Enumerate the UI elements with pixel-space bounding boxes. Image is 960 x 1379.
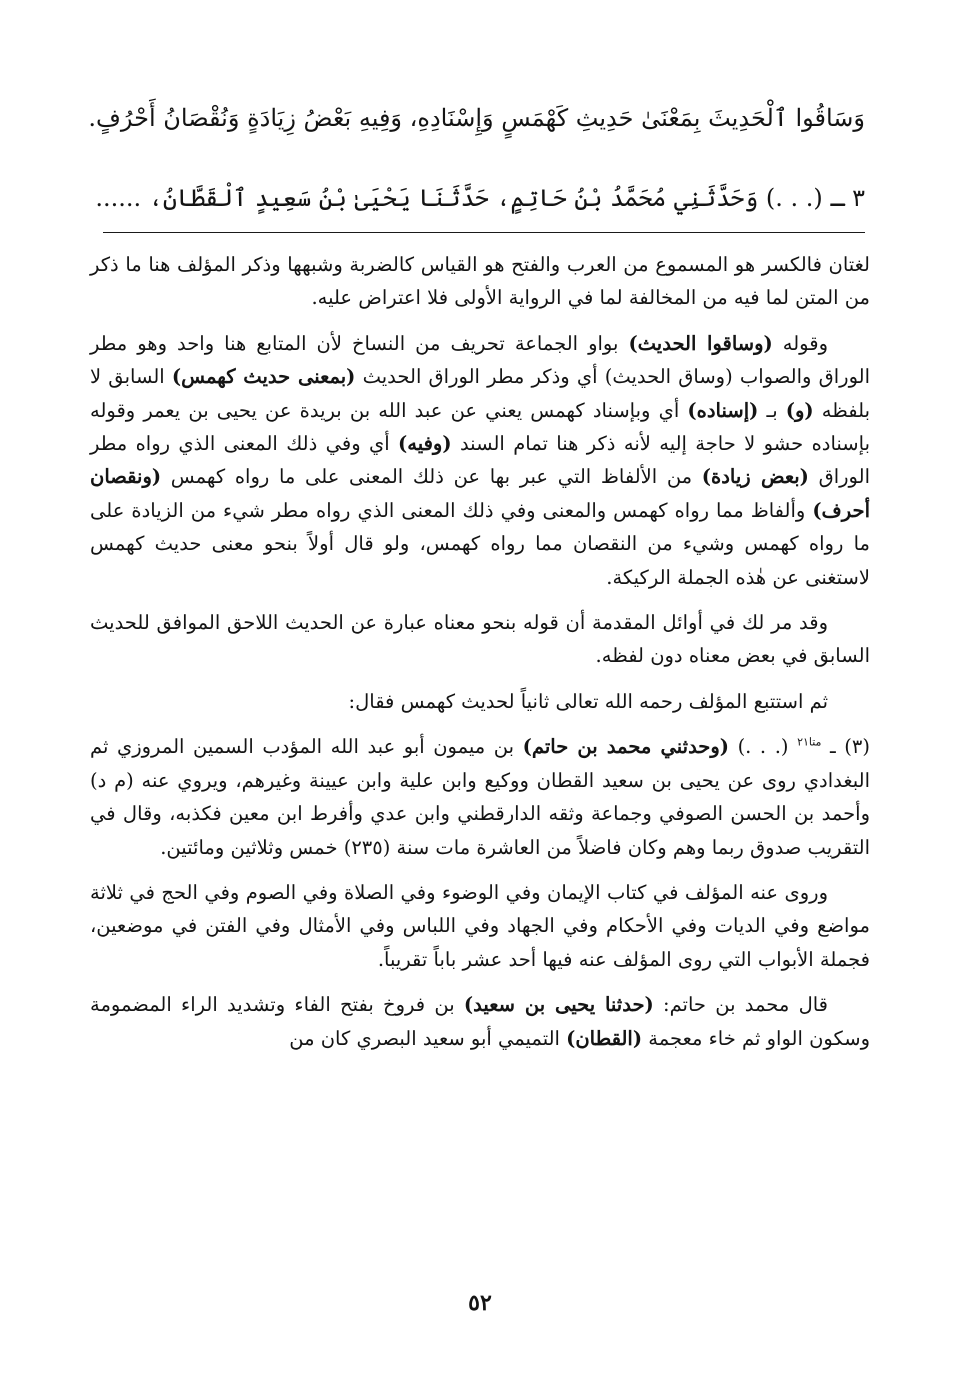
- commentary-paragraph: وقد مر لك في أوائل المقدمة أن قوله بنحو معناه عبارة عن الحديث اللاحق الموافق للحديث السابق في بعض معناه دون لفظه.: [90, 611, 870, 668]
- text-run: بواو الجماعة تحريف من النساخ لأن المتابع هنا واحد وهو مطر الوراق والصواب (وساق الحديث) أي وذكر مطر الوراق الحديث: [90, 331, 871, 389]
- quoted-term: (حدثنا يحيى بن سعيد): [463, 993, 654, 1017]
- quoted-term: (و): [785, 398, 814, 422]
- text-run: (. . .): [729, 735, 798, 759]
- page-number: ٥٢: [468, 1290, 492, 1316]
- text-run: وألفاظ مما رواه كهمس والمعنى وفي ذلك المعنى الذي رواه مطر شيء من الزيادة على ما رواه كهمس وشيء من النقصان مما رواه كهمس، ولو قال أولاً بنحو معنى حديث كهمس لاستغنى عن هٰذه الجملة الركيكة.: [90, 498, 870, 589]
- quoted-term: (بمعنى حديث كهمس): [171, 365, 356, 389]
- hadith-line-1: وَسَاقُوا ٱلْحَدِيثَ بِمَعْنَىٰ حَدِيثِ كَهْمَسٍ وَإِسْنَادِهِ، وَفِيهِ بَعْضُ زِيَادَةٍ وَنُقْصَانُ أَحْرُفٍ.: [88, 104, 865, 132]
- text-run: أي وبإسناد كهمس يعني عن عبد الله بن بريدة عن يحيى بن يعمر وقوله بإسناده حشو لا حاجة إليه لأنه ذكر هنا تمام السند: [90, 398, 870, 456]
- footnote-divider: [103, 232, 865, 233]
- hadith-text: [88, 78, 865, 238]
- hadith-line-2: ٣ ـ (. . .) وَحَدَّثَنِي مُحَمَّدُ بْنُ حَاتِمٍ، حَدَّثَنَا يَحْيَىٰ بْنُ سَعِيدٍ ٱلْقَطَّانُ، ......: [95, 184, 865, 212]
- text-run: التميمي أبو سعيد البصري كان من: [289, 1026, 567, 1050]
- commentary-paragraph: لغتان فالكسر هو المسموع من العرب والفتح هو القياس كالضربة وشبهها وذكر المؤلف هنا ما ذكر من المتن لما فيه من المخالفة لما في الرواية الأولى فلا اعتراض عليه.: [90, 253, 870, 310]
- quoted-term: (وساقوا الحديث): [628, 331, 773, 355]
- text-run: من الألفاظ التي عبر بها عن ذلك المعنى على ما رواه كهمس: [161, 465, 702, 489]
- commentary-paragraph: ثم استتبع المؤلف رحمه الله تعالى ثانياً لحديث كهمس فقال:: [348, 689, 828, 713]
- text-run: قال محمد بن حاتم:: [653, 993, 828, 1017]
- commentary-paragraph: وروى عنه المؤلف في كتاب الإيمان وفي الوضوء وفي الصلاة وفي الصوم وفي الحج في ثلاثة مواضع وفي الديات وفي الأحكام وفي الجهاد وفي اللباس وفي الأمثال وفي الفتن في موضعين، فجملة الأبواب التي روى المؤلف عنه فيها أحد عشر باباً تقريباً.: [90, 880, 870, 971]
- text-run: بن ميمون أبو عبد الله المؤدب السمين المروزي ثم البغدادي روى عن يحيى بن سعيد القطان ووكيع وابن علية وابن عيينة وغيرهم، ويروي عنه (م د) وأحمد بن الحسن الصوفي وجماعة وثقه الدارقطني وابن عدي وأفرط ابن معين فكذبه، وقال في التقريب صدوق ربما وهم وكان فاضلاً من العاشرة مات سنة (٢٣٥) خمس وثلاثين ومائتين.: [90, 735, 870, 859]
- quoted-term: (ونقصان أحرف): [90, 465, 870, 522]
- quoted-term: (بعض زيادة): [701, 465, 809, 489]
- hadith-number: (٣) ـ: [821, 735, 870, 759]
- commentary-paragraph: [90, 988, 870, 1055]
- text-run: وقوله: [772, 331, 828, 355]
- text-run: بـ: [758, 398, 786, 422]
- quoted-term: (القطان): [566, 1026, 643, 1050]
- quoted-term: (وحدثني محمد بن حاتم): [522, 735, 730, 759]
- quoted-term: (وفيه): [398, 432, 452, 456]
- commentary: [90, 248, 870, 1067]
- quoted-term: (إسناده): [687, 398, 759, 422]
- commentary-paragraph: [90, 327, 870, 594]
- cross-reference: متا٢١: [797, 735, 822, 749]
- text-run: السابق لا بلفظه: [90, 365, 870, 422]
- narrator-paragraph: [90, 730, 870, 864]
- text-run: بن فروخ بفتح الفاء وتشديد الراء المضمومة وسكون الواو ثم خاء معجمة: [90, 993, 870, 1050]
- text-run: أي وفي ذلك المعنى الذي رواه مطر الوراق: [90, 432, 870, 489]
